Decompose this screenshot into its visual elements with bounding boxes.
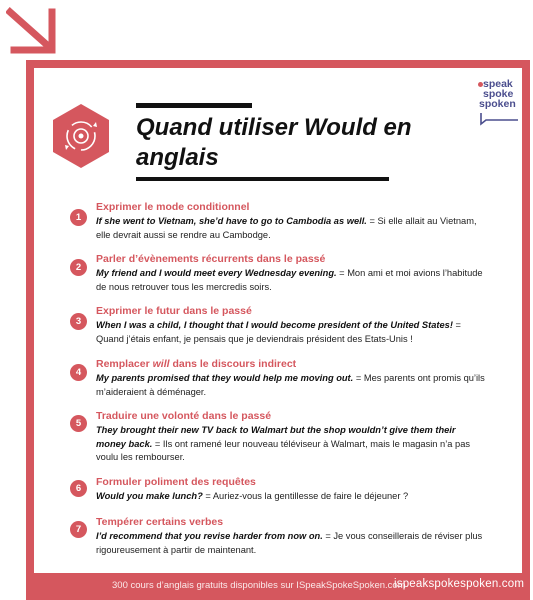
item-title [96, 358, 296, 370]
title-rule-top [136, 103, 252, 108]
item-example: My friend and I would meet every Wednesday evening. [96, 268, 337, 278]
speech-bubble-icon [480, 112, 520, 126]
logo-line-3: spoken [479, 98, 516, 110]
item-translation: = Mon ami et moi avions l’habitude de nous retrouver tous les mercredis soirs. [96, 268, 483, 292]
page-title: Quand utiliser Would en anglais [136, 114, 412, 171]
item-example: Would you make lunch? [96, 491, 203, 501]
item-number: 4 [70, 364, 87, 381]
item-body [96, 372, 488, 399]
item-title: Traduire une volonté dans le passé [96, 410, 272, 422]
title-rule-bottom [136, 177, 389, 181]
item-translation: = Ils ont ramené leur nouveau téléviseur à Walmart, mais le magasin n’a pas voulu les rembourser. [96, 438, 471, 462]
footer-text: 300 cours d’anglais gratuits disponibles sur ISpeakSpokeSpoken.com [112, 580, 406, 591]
item-number: 2 [70, 259, 87, 276]
item-body [96, 267, 488, 294]
item-example: They brought their new TV back to Walmart but the shop wouldn’t give them their money back. [96, 425, 456, 449]
item-title-part: Remplacer [96, 358, 153, 370]
logo-line-2: spoke [483, 88, 514, 100]
item-body [96, 424, 488, 465]
logo [474, 79, 524, 131]
item-translation: = Mes parents ont promis qu’ils m’aideraient à déménager. [96, 373, 485, 397]
item-example: I’d recommend that you revise harder from now on. [96, 531, 323, 541]
logo-line-1: speak [483, 78, 513, 90]
item-body [96, 530, 488, 557]
item-translation: = Quand j’étais enfant, je pensais que je deviendrais président des Etats-Unis ! [96, 320, 461, 344]
footer-url-link[interactable]: ispeakspokespoken.com [394, 578, 525, 590]
item-title-part: dans le discours indirect [169, 358, 297, 370]
item-number: 6 [70, 480, 87, 497]
item-body [96, 490, 488, 504]
item-body [96, 319, 488, 346]
item-example: When I was a child, I thought that I would become president of the United States! [96, 320, 453, 330]
item-translation: = Je vous conseillerais de réviser plus rigoureusement à partir de maintenant. [96, 531, 483, 555]
item-number: 7 [70, 521, 87, 538]
item-body [96, 215, 488, 242]
item-translation: = Auriez-vous la gentillesse de faire le déjeuner ? [202, 491, 409, 501]
item-number: 3 [70, 313, 87, 330]
arrow-down-right-icon [6, 6, 68, 56]
item-number: 5 [70, 415, 87, 432]
item-translation: = Si elle allait au Vietnam, elle devrait aussi se rendre au Cambodge. [96, 216, 477, 240]
item-title: Exprimer le futur dans le passé [96, 305, 252, 317]
footer [26, 574, 530, 600]
item-example: If she went to Vietnam, she’d have to go to Cambodia as well. [96, 216, 367, 226]
item-title: Exprimer le mode conditionnel [96, 201, 250, 213]
item-title: Formuler poliment des requêtes [96, 476, 256, 488]
item-title: Parler d’évènements récurrents dans le passé [96, 253, 326, 265]
item-title: Tempérer certains verbes [96, 516, 224, 528]
gear-refresh-icon [51, 102, 111, 170]
item-title-emphasis: will [152, 358, 170, 370]
item-example: My parents promised that they would help me moving out. [96, 373, 354, 383]
item-number: 1 [70, 209, 87, 226]
